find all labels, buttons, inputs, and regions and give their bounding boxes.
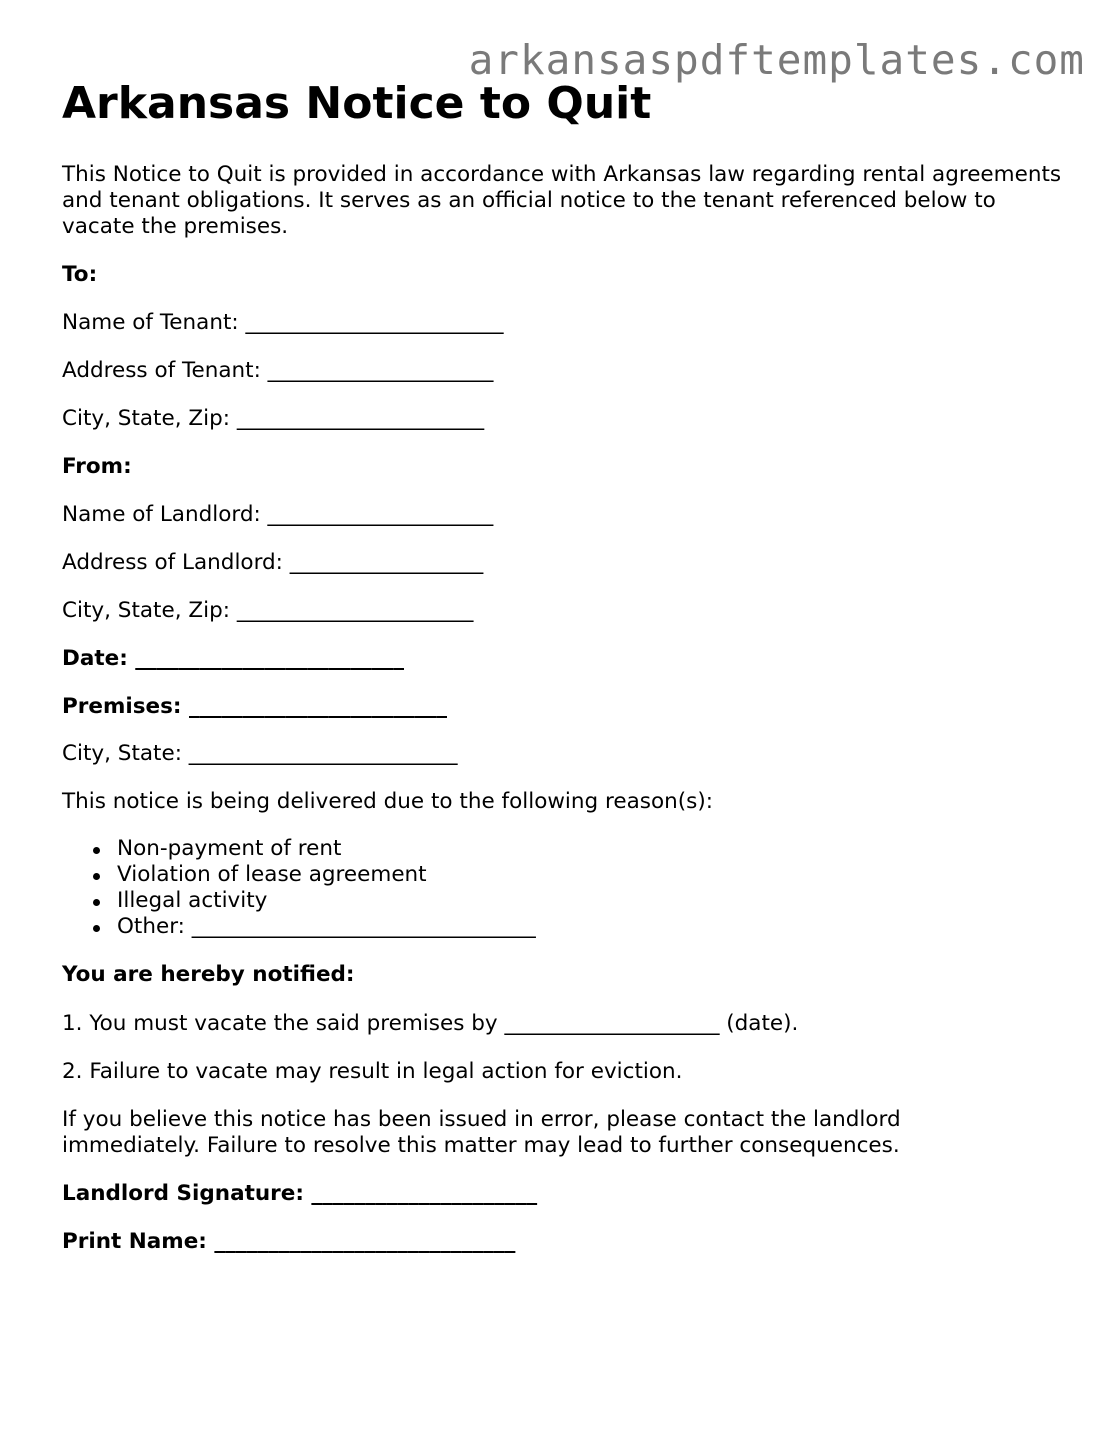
tenant-address-field: Address of Tenant: _____________________ <box>62 358 494 383</box>
vacate-date-clause: 1. You must vacate the said premises by ____________________ (date). <box>62 1011 799 1036</box>
intro-paragraph: This Notice to Quit is provided in accordance with Arkansas law regarding rental agreements and tenant obligations. It serves as an official notice to the tenant referenced below to vacate the premises. <box>62 162 1062 239</box>
document-title: Arkansas Notice to Quit <box>62 78 652 129</box>
landlord-name-field: Name of Landlord: _____________________ <box>62 502 494 527</box>
reason-item: Other: ________________________________ <box>117 914 536 939</box>
reason-item: Non-payment of rent <box>117 836 536 862</box>
closing-paragraph: If you believe this notice has been issued in error, please contact the landlord immediately. Failure to resolve this matter may lead to further consequences. <box>62 1107 901 1158</box>
date-field: Date: _________________________ <box>62 646 405 671</box>
landlord-city-field: City, State, Zip: ______________________ <box>62 598 474 623</box>
tenant-name-field: Name of Tenant: ________________________ <box>62 310 504 335</box>
tenant-city-field: City, State, Zip: _______________________ <box>62 406 485 431</box>
premises-city-state-field: City, State: _________________________ <box>62 741 458 766</box>
landlord-signature-field: Landlord Signature: _____________________ <box>62 1181 538 1206</box>
reason-item: Violation of lease agreement <box>117 862 536 888</box>
from-heading: From: <box>62 454 132 479</box>
landlord-address-field: Address of Landlord: __________________ <box>62 550 484 575</box>
eviction-clause: 2. Failure to vacate may result in legal action for eviction. <box>62 1059 683 1084</box>
watermark: arkansaspdftemplates.com <box>468 36 1085 84</box>
premises-field: Premises: ________________________ <box>62 694 447 719</box>
reason-item: Illegal activity <box>117 888 536 914</box>
print-name-field: Print Name: ____________________________ <box>62 1229 516 1254</box>
to-heading: To: <box>62 262 98 287</box>
notified-heading: You are hereby notified: <box>62 962 355 987</box>
reasons-intro: This notice is being delivered due to the following reason(s): <box>62 789 713 814</box>
reasons-list <box>62 836 536 940</box>
